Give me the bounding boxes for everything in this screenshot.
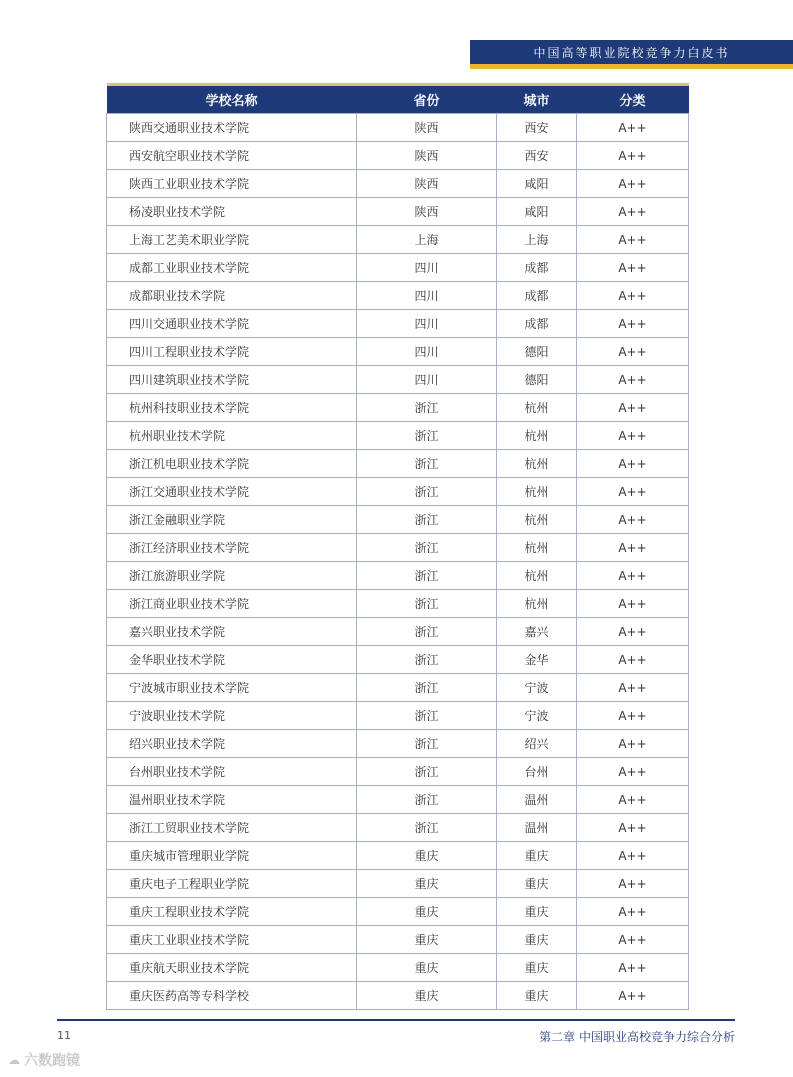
table-row — [107, 534, 689, 562]
school-name-cell: 西安航空职业技术学院 — [107, 142, 357, 170]
category-cell: A++ — [577, 618, 689, 646]
school-name-cell: 浙江工贸职业技术学院 — [107, 814, 357, 842]
table-row — [107, 506, 689, 534]
province-cell: 四川 — [357, 310, 497, 338]
province-cell: 浙江 — [357, 674, 497, 702]
city-cell: 杭州 — [497, 562, 577, 590]
school-name-cell: 金华职业技术学院 — [107, 646, 357, 674]
category-cell: A++ — [577, 814, 689, 842]
city-cell: 宁波 — [497, 674, 577, 702]
city-cell: 西安 — [497, 114, 577, 142]
chapter-title: 第二章 中国职业高校竞争力综合分析 — [539, 1030, 735, 1044]
table-row — [107, 226, 689, 254]
city-cell: 德阳 — [497, 366, 577, 394]
category-cell: A++ — [577, 254, 689, 282]
page-number: 11 — [57, 1029, 71, 1042]
column-header-category: 分类 — [577, 85, 689, 114]
table-row — [107, 366, 689, 394]
school-name-cell: 绍兴职业技术学院 — [107, 730, 357, 758]
watermark-text: 六数跑镜 — [24, 1053, 80, 1069]
table-header-row — [107, 85, 689, 114]
city-cell: 重庆 — [497, 982, 577, 1010]
school-name-cell: 四川交通职业技术学院 — [107, 310, 357, 338]
category-cell: A++ — [577, 562, 689, 590]
city-cell: 德阳 — [497, 338, 577, 366]
school-name-cell: 四川工程职业技术学院 — [107, 338, 357, 366]
city-cell: 咸阳 — [497, 198, 577, 226]
province-cell: 重庆 — [357, 842, 497, 870]
school-name-cell: 重庆航天职业技术学院 — [107, 954, 357, 982]
school-name-cell: 宁波城市职业技术学院 — [107, 674, 357, 702]
city-cell: 温州 — [497, 814, 577, 842]
province-cell: 浙江 — [357, 758, 497, 786]
city-cell: 金华 — [497, 646, 577, 674]
category-cell: A++ — [577, 926, 689, 954]
table-row — [107, 310, 689, 338]
city-cell: 重庆 — [497, 954, 577, 982]
table-row — [107, 422, 689, 450]
city-cell: 杭州 — [497, 478, 577, 506]
city-cell: 成都 — [497, 310, 577, 338]
province-cell: 浙江 — [357, 786, 497, 814]
province-cell: 浙江 — [357, 618, 497, 646]
table-row — [107, 394, 689, 422]
city-cell: 咸阳 — [497, 170, 577, 198]
table-row — [107, 814, 689, 842]
table-row — [107, 926, 689, 954]
city-cell: 重庆 — [497, 898, 577, 926]
school-name-cell: 杨凌职业技术学院 — [107, 198, 357, 226]
city-cell: 杭州 — [497, 450, 577, 478]
table-row — [107, 198, 689, 226]
category-cell: A++ — [577, 898, 689, 926]
table-row — [107, 618, 689, 646]
school-name-cell: 杭州职业技术学院 — [107, 422, 357, 450]
category-cell: A++ — [577, 646, 689, 674]
city-cell: 杭州 — [497, 506, 577, 534]
school-name-cell: 四川建筑职业技术学院 — [107, 366, 357, 394]
table-row — [107, 114, 689, 142]
school-name-cell: 重庆城市管理职业学院 — [107, 842, 357, 870]
school-name-cell: 重庆工程职业技术学院 — [107, 898, 357, 926]
school-name-cell: 陕西交通职业技术学院 — [107, 114, 357, 142]
category-cell: A++ — [577, 114, 689, 142]
title-underline — [470, 64, 793, 69]
category-cell: A++ — [577, 786, 689, 814]
city-cell: 杭州 — [497, 590, 577, 618]
category-cell: A++ — [577, 170, 689, 198]
city-cell: 嘉兴 — [497, 618, 577, 646]
category-cell: A++ — [577, 730, 689, 758]
category-cell: A++ — [577, 394, 689, 422]
school-name-cell: 重庆医药高等专科学校 — [107, 982, 357, 1010]
school-name-cell: 温州职业技术学院 — [107, 786, 357, 814]
table-row — [107, 646, 689, 674]
table-row — [107, 338, 689, 366]
school-name-cell: 浙江经济职业技术学院 — [107, 534, 357, 562]
city-cell: 杭州 — [497, 422, 577, 450]
table-row — [107, 282, 689, 310]
province-cell: 重庆 — [357, 982, 497, 1010]
category-cell: A++ — [577, 478, 689, 506]
category-cell: A++ — [577, 338, 689, 366]
city-cell: 上海 — [497, 226, 577, 254]
city-cell: 宁波 — [497, 702, 577, 730]
province-cell: 浙江 — [357, 394, 497, 422]
table-row — [107, 898, 689, 926]
category-cell: A++ — [577, 842, 689, 870]
category-cell: A++ — [577, 366, 689, 394]
province-cell: 陕西 — [357, 198, 497, 226]
table-row — [107, 786, 689, 814]
watermark-logo-icon: ☁ — [8, 1053, 20, 1067]
city-cell: 杭州 — [497, 394, 577, 422]
column-header-province: 省份 — [357, 85, 497, 114]
city-cell: 西安 — [497, 142, 577, 170]
province-cell: 浙江 — [357, 590, 497, 618]
table-row — [107, 478, 689, 506]
category-cell: A++ — [577, 422, 689, 450]
province-cell: 浙江 — [357, 562, 497, 590]
province-cell: 陕西 — [357, 142, 497, 170]
province-cell: 四川 — [357, 282, 497, 310]
category-cell: A++ — [577, 534, 689, 562]
school-name-cell: 陕西工业职业技术学院 — [107, 170, 357, 198]
report-title: 中国高等职业院校竞争力白皮书 — [533, 45, 730, 60]
table-row — [107, 674, 689, 702]
school-name-cell: 浙江旅游职业学院 — [107, 562, 357, 590]
category-cell: A++ — [577, 590, 689, 618]
province-cell: 四川 — [357, 338, 497, 366]
province-cell: 浙江 — [357, 506, 497, 534]
category-cell: A++ — [577, 142, 689, 170]
table-body — [107, 114, 689, 1010]
footer-divider — [57, 1019, 735, 1021]
school-name-cell: 浙江商业职业技术学院 — [107, 590, 357, 618]
table-row — [107, 562, 689, 590]
school-name-cell: 重庆工业职业技术学院 — [107, 926, 357, 954]
school-name-cell: 浙江交通职业技术学院 — [107, 478, 357, 506]
province-cell: 重庆 — [357, 870, 497, 898]
province-cell: 浙江 — [357, 646, 497, 674]
category-cell: A++ — [577, 310, 689, 338]
table-row — [107, 842, 689, 870]
city-cell: 成都 — [497, 282, 577, 310]
city-cell: 杭州 — [497, 534, 577, 562]
province-cell: 重庆 — [357, 954, 497, 982]
province-cell: 上海 — [357, 226, 497, 254]
province-cell: 浙江 — [357, 814, 497, 842]
table-row — [107, 590, 689, 618]
province-cell: 重庆 — [357, 898, 497, 926]
category-cell: A++ — [577, 506, 689, 534]
province-cell: 浙江 — [357, 450, 497, 478]
school-name-cell: 成都职业技术学院 — [107, 282, 357, 310]
school-name-cell: 嘉兴职业技术学院 — [107, 618, 357, 646]
city-cell: 绍兴 — [497, 730, 577, 758]
city-cell: 温州 — [497, 786, 577, 814]
column-header-city: 城市 — [497, 85, 577, 114]
table-row — [107, 982, 689, 1010]
school-name-cell: 浙江机电职业技术学院 — [107, 450, 357, 478]
watermark — [8, 1050, 80, 1070]
column-header-school: 学校名称 — [107, 85, 357, 114]
category-cell: A++ — [577, 870, 689, 898]
city-cell: 重庆 — [497, 870, 577, 898]
table-row — [107, 954, 689, 982]
province-cell: 浙江 — [357, 702, 497, 730]
schools-table — [106, 83, 689, 1010]
table-row — [107, 758, 689, 786]
province-cell: 浙江 — [357, 730, 497, 758]
school-name-cell: 台州职业技术学院 — [107, 758, 357, 786]
table-row — [107, 702, 689, 730]
school-name-cell: 宁波职业技术学院 — [107, 702, 357, 730]
category-cell: A++ — [577, 982, 689, 1010]
city-cell: 重庆 — [497, 926, 577, 954]
category-cell: A++ — [577, 954, 689, 982]
report-title-banner — [470, 40, 793, 64]
category-cell: A++ — [577, 226, 689, 254]
table-row — [107, 142, 689, 170]
city-cell: 重庆 — [497, 842, 577, 870]
province-cell: 陕西 — [357, 114, 497, 142]
table-row — [107, 870, 689, 898]
city-cell: 成都 — [497, 254, 577, 282]
province-cell: 陕西 — [357, 170, 497, 198]
table-row — [107, 730, 689, 758]
province-cell: 浙江 — [357, 422, 497, 450]
category-cell: A++ — [577, 758, 689, 786]
table-row — [107, 450, 689, 478]
school-name-cell: 浙江金融职业学院 — [107, 506, 357, 534]
table-row — [107, 254, 689, 282]
category-cell: A++ — [577, 674, 689, 702]
school-name-cell: 杭州科技职业技术学院 — [107, 394, 357, 422]
city-cell: 台州 — [497, 758, 577, 786]
school-name-cell: 重庆电子工程职业学院 — [107, 870, 357, 898]
category-cell: A++ — [577, 198, 689, 226]
province-cell: 重庆 — [357, 926, 497, 954]
school-name-cell: 上海工艺美术职业学院 — [107, 226, 357, 254]
province-cell: 四川 — [357, 254, 497, 282]
province-cell: 浙江 — [357, 534, 497, 562]
school-name-cell: 成都工业职业技术学院 — [107, 254, 357, 282]
province-cell: 四川 — [357, 366, 497, 394]
category-cell: A++ — [577, 702, 689, 730]
province-cell: 浙江 — [357, 478, 497, 506]
category-cell: A++ — [577, 450, 689, 478]
table-row — [107, 170, 689, 198]
category-cell: A++ — [577, 282, 689, 310]
